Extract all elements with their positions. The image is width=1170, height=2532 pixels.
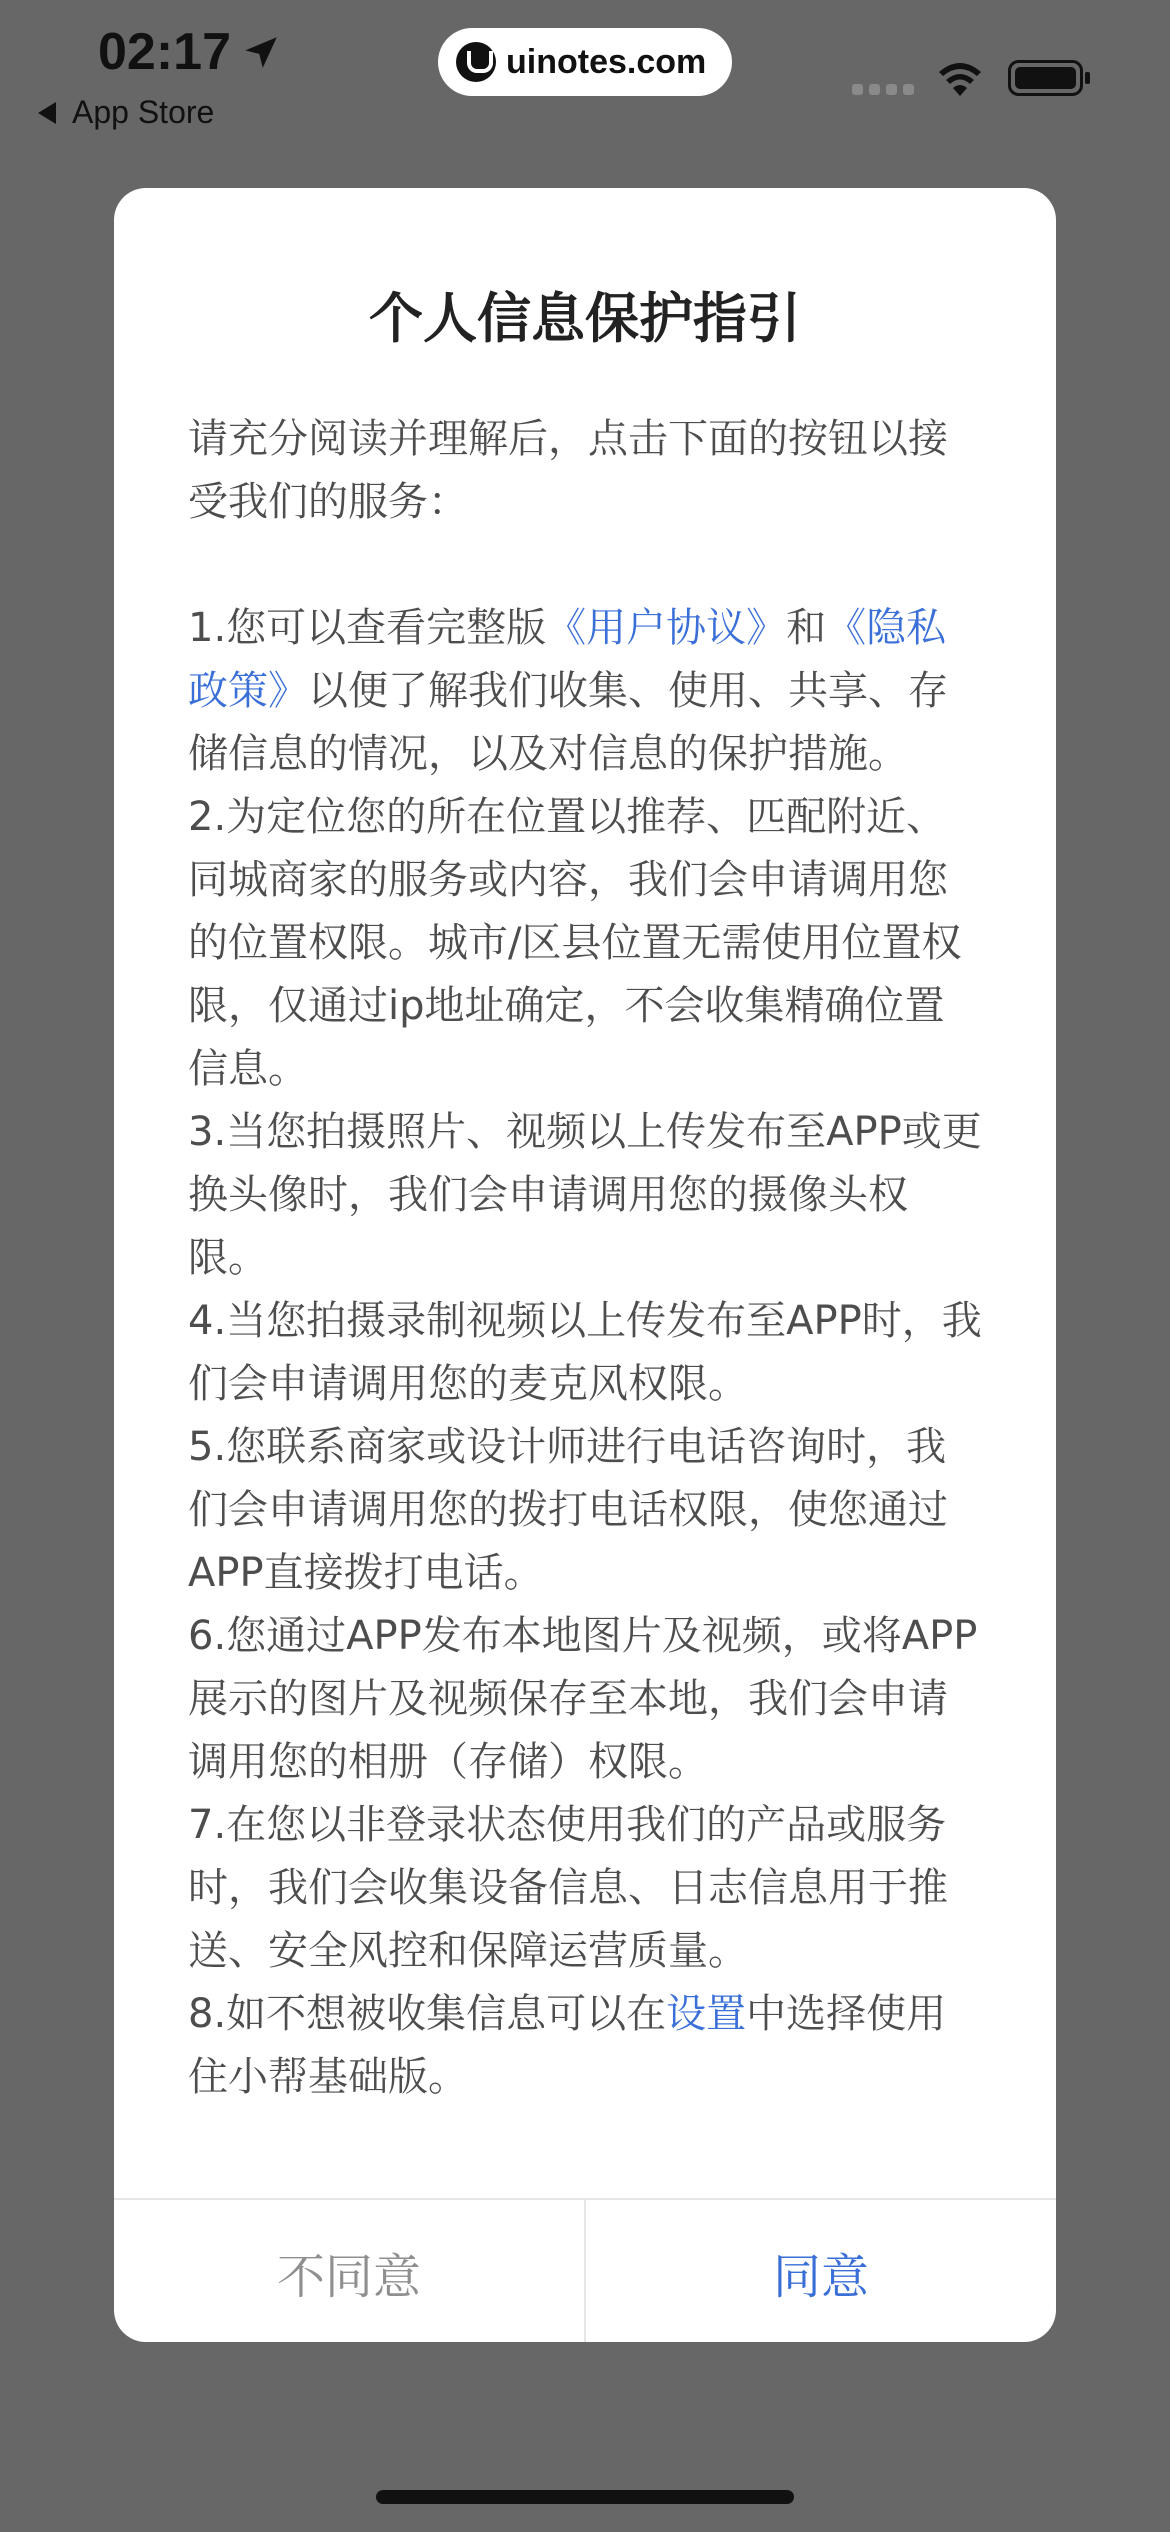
- item1-prefix: 1.您可以查看完整版: [188, 605, 547, 651]
- cellular-signal-icon: [852, 84, 914, 96]
- list-item-7: 7.在您以非登录状态使用我们的产品或服务时，我们会收集设备信息、日志信息用于推送、安全风控和保障运营质量。: [188, 1802, 948, 1974]
- disagree-button[interactable]: 不同意: [114, 2200, 586, 2342]
- url-pill: [438, 28, 732, 96]
- list-item-4: 4.当您拍摄录制视频以上传发布至APP时，我们会申请调用您的麦克风权限。: [188, 1298, 982, 1407]
- back-to-app-link[interactable]: [38, 94, 214, 131]
- status-time: 02:17: [98, 23, 231, 81]
- user-agreement-link[interactable]: 《用户协议》: [546, 605, 787, 651]
- list-item-2: 2.为定位您的所在位置以推荐、匹配附近、同城商家的服务或内容，我们会申请调用您的位置权限。城市/区县位置无需使用位置权限，仅通过ip地址确定，不会收集精确位置信息。: [188, 794, 962, 1092]
- battery-icon: [1008, 60, 1092, 96]
- item8-suffix: 中选择使用住小帮基础版。: [188, 1991, 947, 2100]
- home-indicator[interactable]: [376, 2490, 794, 2504]
- url-text: uinotes.com: [506, 42, 707, 81]
- list-item-3: 3.当您拍摄照片、视频以上传发布至APP或更换头像时，我们会申请调用您的摄像头权限。: [188, 1109, 982, 1281]
- settings-link[interactable]: 设置: [666, 1991, 747, 2037]
- item8-prefix: 8.如不想被收集信息可以在: [188, 1991, 667, 2037]
- privacy-policy-link[interactable]: 《隐私政策》: [188, 605, 947, 714]
- agree-button[interactable]: 同意: [772, 2248, 869, 2305]
- list-item-8: [188, 1983, 984, 2109]
- list-item-1: [188, 597, 984, 786]
- privacy-dialog: [114, 188, 1056, 2342]
- wifi-icon: [936, 60, 984, 100]
- location-arrow-icon: [240, 32, 282, 74]
- item1-suffix: 以便了解我们收集、使用、共享、存储信息的情况，以及对信息的保护措施。: [188, 668, 948, 777]
- uinotes-logo-icon: [456, 42, 496, 82]
- dialog-title: 个人信息保护指引: [369, 287, 801, 350]
- back-triangle-icon: [38, 102, 56, 124]
- intro-text: 请充分阅读并理解后，点击下面的按钮以接受我们的服务：: [188, 416, 948, 525]
- dialog-body: [188, 408, 984, 2109]
- dialog-footer: [114, 2198, 1056, 2342]
- status-bar: [0, 0, 1170, 130]
- list-item-6: 6.您通过APP发布本地图片及视频，或将APP展示的图片及视频保存至本地，我们会申请调用您的相册（存储）权限。: [188, 1613, 978, 1785]
- item1-and: 和: [786, 605, 827, 651]
- back-app-label: App Store: [72, 94, 215, 130]
- list-item-5: 5.您联系商家或设计师进行电话咨询时，我们会申请调用您的拨打电话权限，使您通过APP直接拨打电话。: [188, 1424, 948, 1596]
